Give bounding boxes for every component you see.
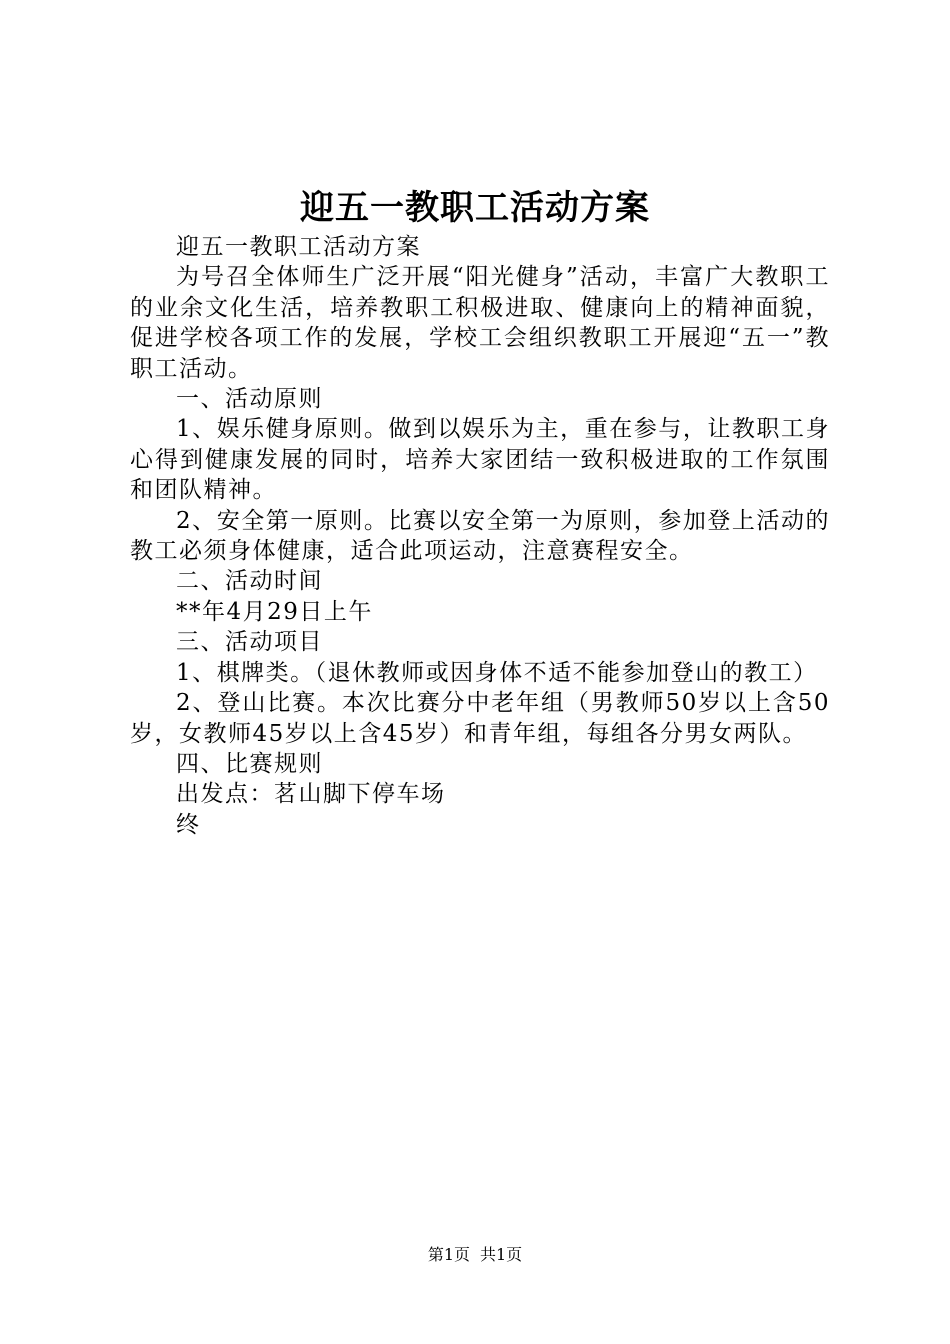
section-heading-time: 二、活动时间 bbox=[176, 568, 323, 595]
page-footer bbox=[0, 1243, 950, 1267]
paragraph-intro: 为号召全体师生广泛开展“阳光健身”活动，丰富广大教职工的业余文化生活，培养教职工积极进取、健康向上的精神面貌，促进学校各项工作的发展，学校工会组织教职工开展迎“五一”教职工活动。 bbox=[130, 264, 830, 382]
paragraph-event-2: 2、登山比赛。本次比赛分中老年组（男教师50岁以上含50岁，女教师45岁以上含45岁）和青年组，每组各分男女两队。 bbox=[130, 690, 830, 747]
document-body bbox=[130, 232, 830, 840]
page-total: 共1页 bbox=[480, 1245, 523, 1264]
section-heading-rules: 四、比赛规则 bbox=[176, 750, 323, 777]
paragraph-end-point: 终 bbox=[176, 811, 201, 838]
section-heading-events: 三、活动项目 bbox=[176, 629, 323, 656]
document-title: 迎五一教职工活动方案 bbox=[300, 188, 650, 228]
paragraph-principle-2: 2、安全第一原则。比赛以安全第一为原则，参加登上活动的教工必须身体健康，适合此项运动，注意赛程安全。 bbox=[130, 507, 830, 565]
paragraph-event-1: 1、棋牌类。（退休教师或因身体不适不能参加登山的教工） bbox=[176, 659, 818, 686]
paragraph-subtitle: 迎五一教职工活动方案 bbox=[176, 234, 421, 260]
page-number: 第1页 bbox=[427, 1245, 470, 1264]
paragraph-principle-1: 1、娱乐健身原则。做到以娱乐为主，重在参与，让教职工身心得到健康发展的同时，培养大家团结一致积极进取的工作氛围和团队精神。 bbox=[130, 416, 830, 504]
section-heading-principles: 一、活动原则 bbox=[176, 386, 323, 413]
paragraph-start-point: 出发点：茗山脚下停车场 bbox=[176, 781, 446, 808]
paragraph-time: **年4月29日上午 bbox=[176, 598, 373, 625]
